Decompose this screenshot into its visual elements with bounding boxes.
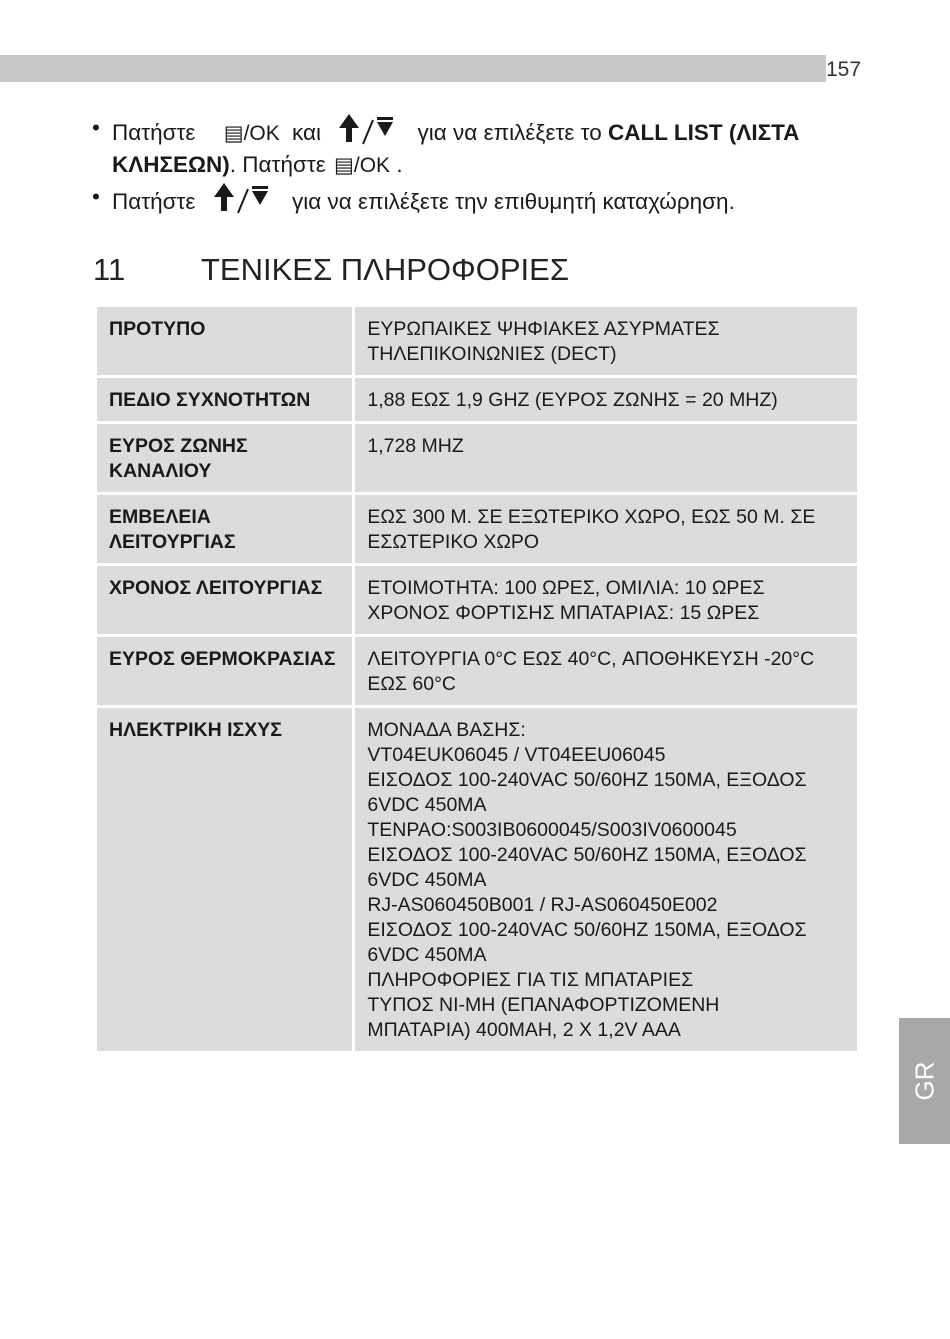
bullet-item-1 bbox=[92, 112, 862, 181]
spec-value-line: 1,88 ΕΩΣ 1,9 GHZ (ΕΥΡΟΣ ΖΩΝΗΣ = 20 MHZ) bbox=[367, 389, 778, 411]
section-number: 11 bbox=[93, 252, 126, 287]
spec-row bbox=[96, 707, 859, 1053]
spec-value-line: ΕΥΡΩΠΑΙΚΕΣ ΨΗΦΙΑΚΕΣ ΑΣΥΡΜΑΤΕΣ bbox=[367, 318, 720, 340]
select-text: για να επιλέξετε το bbox=[417, 120, 602, 145]
call-list-label: CALL LIST (ΛΙΣΤΑ ΚΛΗΣΕΩΝ) bbox=[112, 120, 800, 177]
sentence-end: . bbox=[396, 152, 403, 177]
spec-label: ΗΛΕΚΤΡΙΚΗ ΙΣΧΥΣ bbox=[96, 707, 354, 1053]
spec-value-line: ΤΗΛΕΠΙΚΟΙΝΩΝΙΕΣ (DECT) bbox=[367, 343, 617, 365]
menu-ok-key-icon: ▤/OK bbox=[223, 122, 280, 145]
page-number: 157 bbox=[826, 55, 860, 82]
header-bar bbox=[0, 55, 830, 82]
spec-value bbox=[354, 306, 859, 377]
and-text: και bbox=[292, 120, 322, 145]
section-title: ΤΕΝΙΚΕΣ ΠΛΗΡΟΦΟΡΙΕΣ bbox=[201, 252, 569, 287]
spec-label: ΕΜΒΕΛΕΙΑ ΛΕΙΤΟΥΡΓΙΑΣ bbox=[96, 494, 354, 565]
spec-value-line: ΜΟΝΑΔΑ ΒΑΣΗΣ: bbox=[367, 719, 526, 741]
spec-value-line: 1,728 MHZ bbox=[367, 435, 464, 457]
bullet-dot: • bbox=[92, 184, 100, 209]
spec-value-line: ΤΥΠΟΣ NI-MH (ΕΠΑΝΑΦΟΡΤΙΖΟΜΕΝΗ bbox=[367, 994, 720, 1016]
spec-label: ΕΥΡΟΣ ΖΩΝΗΣ ΚΑΝΑΛΙΟΥ bbox=[96, 423, 354, 494]
spec-label: ΧΡΟΝΟΣ ΛΕΙΤΟΥΡΓΙΑΣ bbox=[96, 565, 354, 636]
spec-row bbox=[96, 423, 859, 494]
bullet-item-2 bbox=[92, 181, 862, 217]
language-tab-label: GR bbox=[909, 1061, 939, 1101]
spec-value-line: ΧΡΟΝΟΣ ΦΟΡΤΙΣΗΣ ΜΠΑΤΑΡΙΑΣ: 15 ΩΡΕΣ bbox=[367, 602, 760, 624]
spec-row bbox=[96, 636, 859, 707]
technical-specs-table bbox=[94, 304, 860, 1054]
up-down-arrow-keys-icon bbox=[212, 181, 276, 215]
spec-value bbox=[354, 377, 859, 423]
spec-value bbox=[354, 423, 859, 494]
spec-value-line: ΕΙΣΟΔΟΣ 100-240VAC 50/60HZ 150MA, ΕΞΟΔΟΣ bbox=[367, 769, 807, 791]
spec-value-line: 6VDC 450MA bbox=[367, 944, 487, 966]
spec-value-line: ΕΙΣΟΔΟΣ 100-240VAC 50/60HZ 150MA, ΕΞΟΔΟΣ bbox=[367, 844, 807, 866]
spec-value-line: RJ-AS060450B001 / RJ-AS060450E002 bbox=[367, 894, 718, 916]
language-tab bbox=[899, 1018, 950, 1144]
up-down-arrow-keys-icon bbox=[337, 112, 401, 146]
spec-value-line: ΠΛΗΡΟΦΟΡΙΕΣ ΓΙΑ ΤΙΣ ΜΠΑΤΑΡΙΕΣ bbox=[367, 969, 694, 991]
spec-row bbox=[96, 494, 859, 565]
spec-label: ΠΡΟΤΥΠΟ bbox=[96, 306, 354, 377]
spec-value-line: ΕΤΟΙΜΟΤΗΤΑ: 100 ΩΡΕΣ, ΟΜΙΛΙΑ: 10 ΩΡΕΣ bbox=[367, 577, 765, 599]
spec-value-line: ΕΣΩΤΕΡΙΚΟ ΧΩΡΟ bbox=[367, 531, 540, 553]
spec-value bbox=[354, 636, 859, 707]
spec-value-line: 6VDC 450MA bbox=[367, 869, 487, 891]
section-heading bbox=[93, 250, 569, 290]
spec-value-line: ΜΠΑΤΑΡΙΑ) 400MAH, 2 X 1,2V AAA bbox=[367, 1019, 681, 1041]
spec-row bbox=[96, 306, 859, 377]
press-text-2: . Πατήστε bbox=[229, 152, 326, 177]
spec-value-line: ΕΩΣ 300 Μ. ΣΕ ΕΞΩΤΕΡΙΚΟ ΧΩΡΟ, ΕΩΣ 50 Μ. ΣΕ bbox=[367, 506, 816, 528]
spec-value-line: ΕΙΣΟΔΟΣ 100-240VAC 50/60HZ 150MA, ΕΞΟΔΟΣ bbox=[367, 919, 807, 941]
spec-value bbox=[354, 565, 859, 636]
spec-value-line: VT04EUK06045 / VT04EEU06045 bbox=[367, 744, 666, 766]
spec-value-line: TENPAO:S003IB0600045/S003IV0600045 bbox=[367, 819, 737, 841]
spec-value-line: ΕΩΣ 60°C bbox=[367, 673, 456, 695]
press-text: Πατήστε bbox=[112, 189, 196, 214]
spec-row bbox=[96, 377, 859, 423]
menu-ok-key-icon-2: ▤/OK bbox=[334, 154, 391, 177]
spec-row bbox=[96, 565, 859, 636]
bullet-dot: • bbox=[92, 115, 100, 140]
spec-value-line: 6VDC 450MA bbox=[367, 794, 487, 816]
spec-label: ΠΕΔΙΟ ΣΥΧΝΟΤΗΤΩΝ bbox=[96, 377, 354, 423]
spec-value-line: ΛΕΙΤΟΥΡΓΙΑ 0°C ΕΩΣ 40°C, ΑΠΟΘΗΚΕΥΣΗ -20°C bbox=[367, 648, 815, 670]
spec-value bbox=[354, 707, 859, 1053]
spec-label: ΕΥΡΟΣ ΘΕΡΜΟΚΡΑΣΙΑΣ bbox=[96, 636, 354, 707]
select-entry-text: για να επιλέξετε την επιθυμητή καταχώρηση. bbox=[292, 189, 735, 214]
press-text: Πατήστε bbox=[112, 120, 196, 145]
spec-value bbox=[354, 494, 859, 565]
instruction-bullets bbox=[92, 112, 862, 217]
